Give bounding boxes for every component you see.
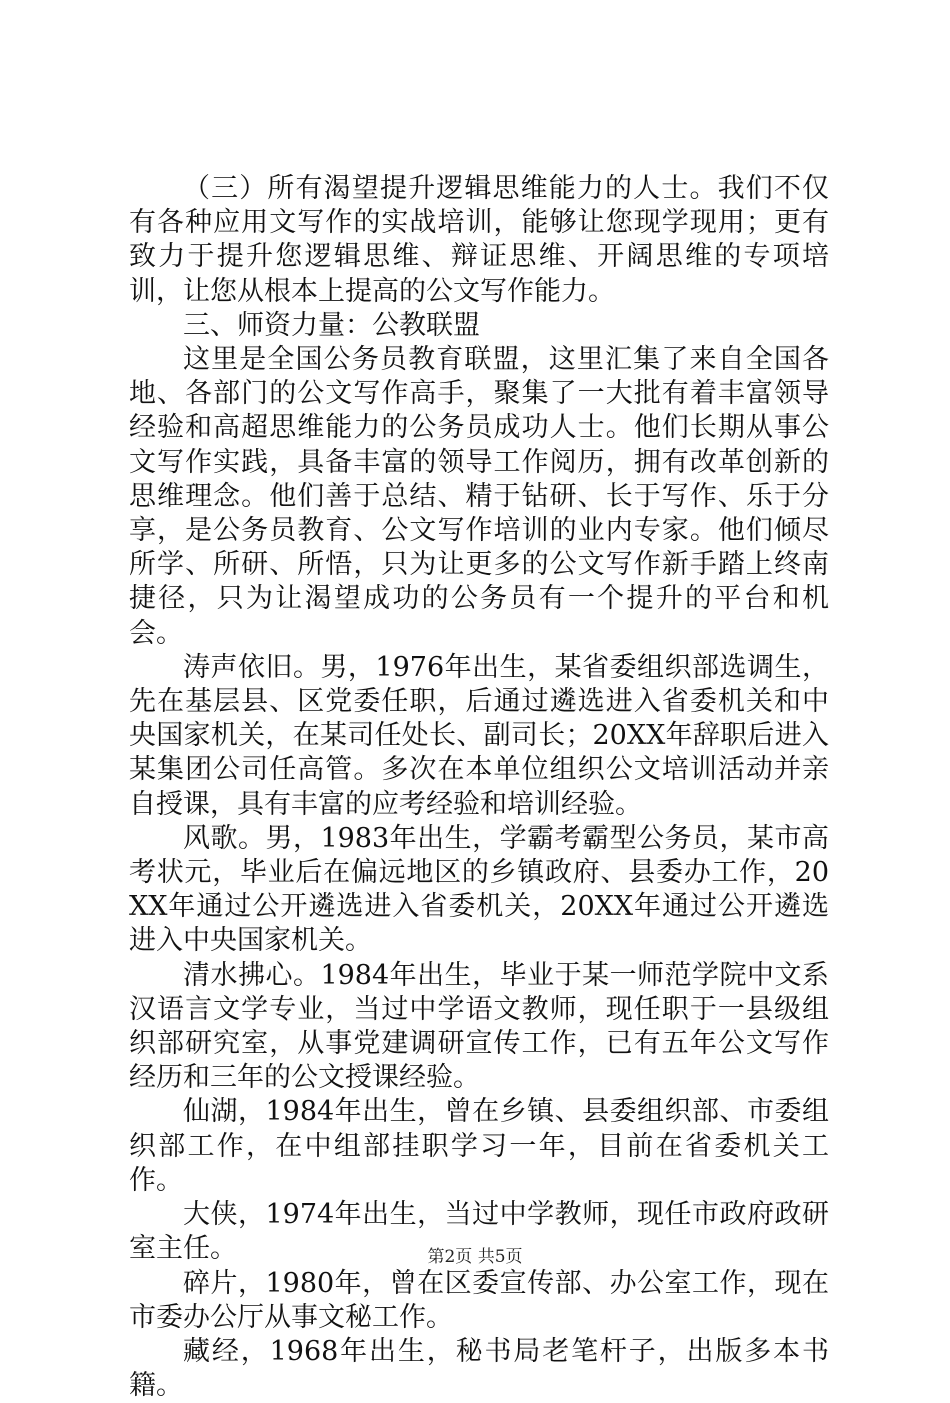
- paragraph-audience-3: （三）所有渴望提升逻辑思维能力的人士。我们不仅有各种应用文写作的实战培训，能够让您现学现用；更有致力于提升您逻辑思维、辩证思维、开阔思维的专项培训，让您从根本上提高的公文写作能力。: [129, 173, 829, 307]
- paragraph-teacher-xianhu: 仙湖，1984年出生，曾在乡镇、县委组织部、市委组织部工作，在中组部挂职学习一年，目前在省委机关工作。: [129, 1096, 829, 1196]
- paragraph-teacher-suipian: 碎片，1980年，曾在区委宣传部、办公室工作，现在市委办公厅从事文秘工作。: [129, 1267, 829, 1333]
- paragraph-teacher-taosheng: 涛声依旧。男，1976年出生，某省委组织部选调生，先在基层县、区党委任职，后通过遴选进入省委机关和中央国家机关，在某司任处长、副司长；20XX年辞职后进入某集团公司任高管。多次在本单位组织公文培训活动并亲自授课，具有丰富的应考经验和培训经验。: [129, 651, 829, 820]
- paragraph-teacher-qingshui: 清水拂心。1984年出生，毕业于某一师范学院中文系汉语言文学专业，当过中学语文教师，现任职于一县级组织部研究室，从事党建调研宣传工作，已有五年公文写作经历和三年的公文授课经验。: [129, 959, 829, 1094]
- document-body: [129, 172, 829, 1403]
- page-number-footer: 第2页 共5页: [427, 1247, 523, 1267]
- paragraph-teacher-fengge: 风歌。男，1983年出生，学霸考霸型公务员，某市高考状元，毕业后在偏远地区的乡镇政府、县委办工作，20XX年通过公开遴选进入省委机关，20XX年通过公开遴选进入中央国家机关。: [129, 822, 829, 957]
- paragraph-alliance-intro: 这里是全国公务员教育联盟，这里汇集了来自全国各地、各部门的公文写作高手，聚集了一大批有着丰富领导经验和高超思维能力的公务员成功人士。他们长期从事公文写作实践，具备丰富的领导工作阅历，拥有改革创新的思维理念。他们善于总结、精于钻研、长于写作、乐于分享，是公务员教育、公文写作培训的业内专家。他们倾尽所学、所研、所悟，只为让更多的公文写作新手踏上终南捷径，只为让渴望成功的公务员有一个提升的平台和机会。: [129, 344, 829, 649]
- paragraph-teacher-daxia: 大侠，1974年出生，当过中学教师，现任市政府政研室主任。: [129, 1199, 829, 1265]
- paragraph-teacher-cangjing: 藏经，1968年出生，秘书局老笔杆子，出版多本书籍。: [129, 1335, 829, 1402]
- section-heading-faculty: 三、师资力量：公教联盟: [183, 309, 480, 341]
